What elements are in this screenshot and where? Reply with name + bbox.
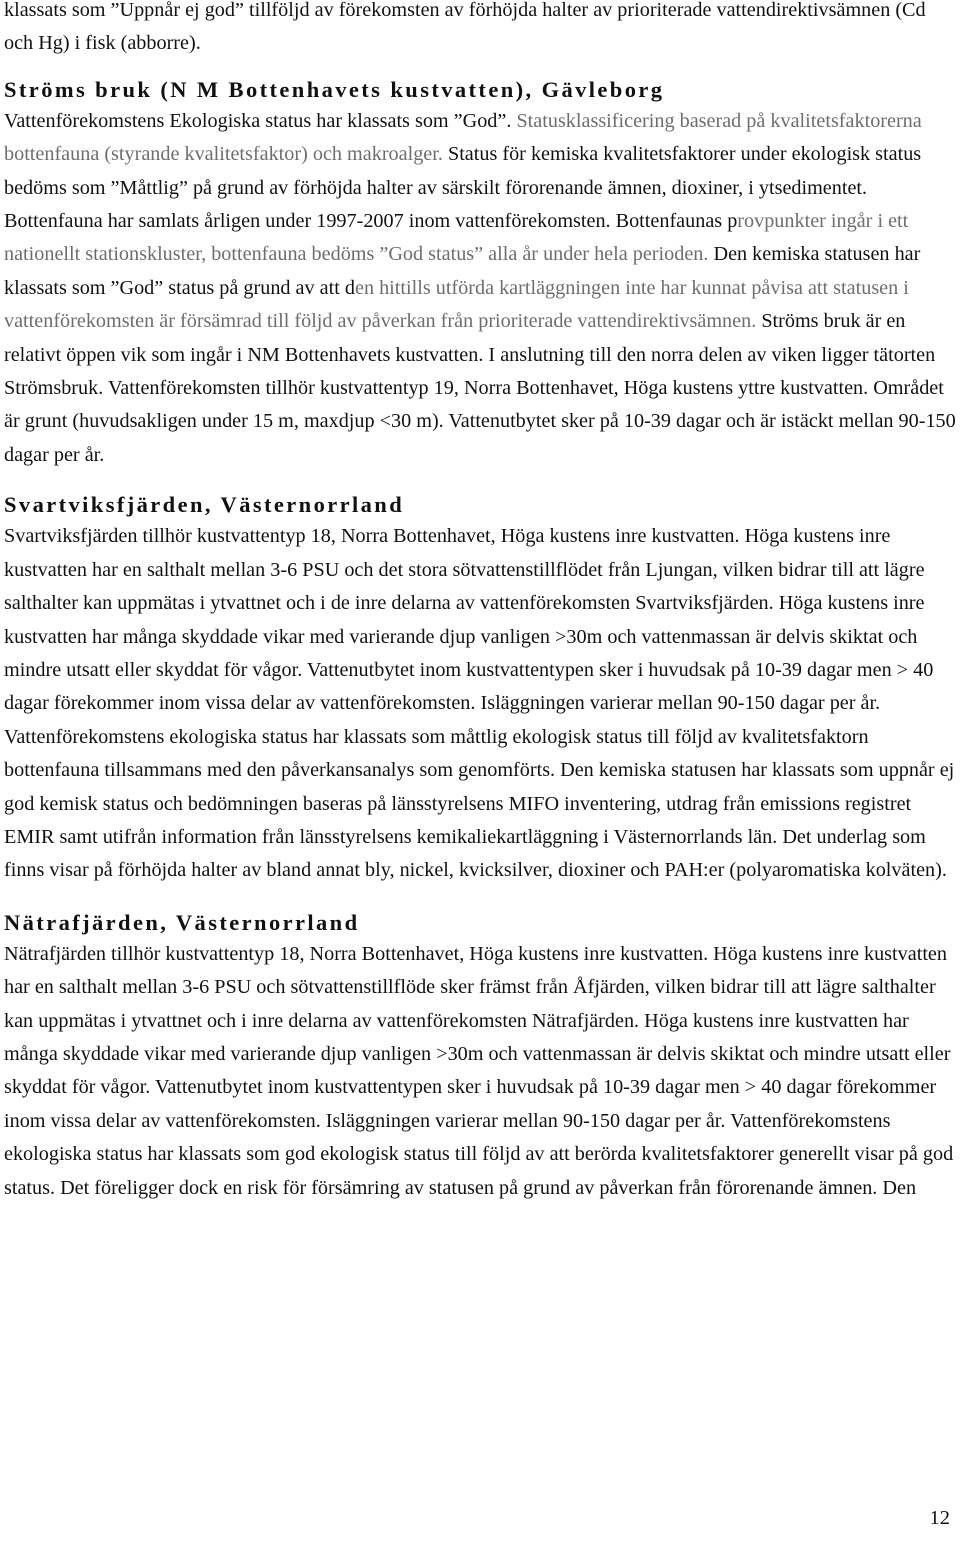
body-text-muted: rovpunkter ingår i ett nationellt stationskluster, bottenfauna bedöms ”God status” alla år under hela perioden. [4,210,909,266]
section-heading-svartviksfjarden: Svartviksfjärden, Västernorrland [4,492,405,518]
body-text-muted: en hittills utförda kartläggningen inte har kunnat påvisa att statusen i vattenförekomsten är försämrad till följd av påverkan från prioriterade vattendirektivsämnen. [4,276,909,333]
section-heading-natrafjarden: Nätrafjärden, Västernorrland [4,909,360,935]
document-page [4,0,956,1205]
body-text-muted: Statusklassificering baserad på kvalitetsfaktorerna bottenfauna (styrande kvalitetsfaktor) och makroalger. [4,109,922,166]
intro-paragraph: klassats som ”Uppnår ej god” tillföljd av förekomsten av förhöjda halter av prioriterade vattendirektivsämnen (Cd och Hg) i fisk (abborre). [4,0,926,55]
section-heading-stroms-bruk: Ströms bruk (N M Bottenhavets kustvatten), Gävleborg [4,76,665,102]
body-text: Status för kemiska kvalitetsfaktorer under ekologisk status bedöms som ”Måttlig” på grund av förhöjda halter av särskilt förorenande ämnen, dioxiner, i ytsedimentet. Bottenfauna har samlats årligen under 1997-2007 inom vattenförekomsten. Bottenfaunas p [4,143,922,233]
body-text: Ströms bruk är en relativt öppen vik som ingår i NM Bottenhavets kustvatten. I anslutning till den norra delen av viken ligger tätorten Strömsbruk. Vattenförekomsten tillhör kustvattentyp 19, Norra Bottenhavet, Höga kustens yttre kustvatten. Området är grunt (huvudsakligen under 15 m, maxdjup <30 m). Vattenutbytet sker på 10-39 dagar och är istäckt mellan 90-150 dagar per år. [4,310,956,466]
section-body-natrafjarden: Nätrafjärden tillhör kustvattentyp 18, Norra Bottenhavet, Höga kustens inre kustvatten. Höga kustens inre kustvatten har en salthalt mellan 3-6 PSU och sötvattenstillflöde sker främst från Åfjärden, vilken bidrar till att lägre salthalter kan uppmätas i ytvattnet och i inre delarna av vattenförekomsten Nätrafjärden. Höga kustens inre kustvatten har många skyddade vikar med varierande djup vanligen >30m och vattenmassan är delvis skiktat och mindre utsatt eller skyddat för vågor. Vattenutbytet inom kustvattentypen sker i huvudsak på 10-39 dagar men > 40 dagar förekommer inom vissa delar av vattenförekomsten. Isläggningen varierar mellan 90-150 dagar per år. Vattenförekomstens ekologiska status har klassats som god ekologisk status till följd av att berörda kvalitetsfaktorer generellt visar på god status. Det föreligger dock en risk för försämring av statusen på grund av påverkan från förorenande ämnen. Den [4,942,954,1199]
page-number: 12 [929,1507,950,1529]
section-body-stroms-bruk [4,105,956,472]
body-text: Den kemiska statusen har klassats som ”God” status på grund av att d [4,243,921,299]
body-text: Vattenförekomstens Ekologiska status har klassats som ”God”. [4,109,517,132]
section-body-svartviksfjarden: Svartviksfjärden tillhör kustvattentyp 18, Norra Bottenhavet, Höga kustens inre kustvatten. Höga kustens inre kustvatten har en salthalt mellan 3-6 PSU och det stora sötvattenstillflödet från Ljungan, vilken bidrar till att lägre salthalter kan uppmätas i ytvattnet och i de inre delarna av vattenförekomsten Svartviksfjärden. Höga kustens inre kustvatten har många skyddade vikar med varierande djup vanligen >30m och vattenmassan är delvis skiktat och mindre utsatt eller skyddat för vågor. Vattenutbytet inom kustvattentypen sker i huvudsak på 10-39 dagar men > 40 dagar förekommer inom vissa delar av vattenförekomsten. Isläggningen varierar mellan 90-150 dagar per år. Vattenförekomstens ekologiska status har klassats som måttlig ekologisk status till följd av kvalitetsfaktorn bottenfauna tillsammans med den påverkansanalys som genomförts. Den kemiska statusen har klassats som uppnår ej god kemisk status och bedömningen baseras på länsstyrelsens MIFO inventering, utdrag från emissions registret EMIR samt utifrån information från länsstyrelsens kemikaliekartläggning i Västernorrlands län. Det underlag som finns visar på förhöjda halter av bland annat bly, nickel, kvicksilver, dioxiner och PAH:er (polyaromatiska kolväten). [4,525,955,882]
